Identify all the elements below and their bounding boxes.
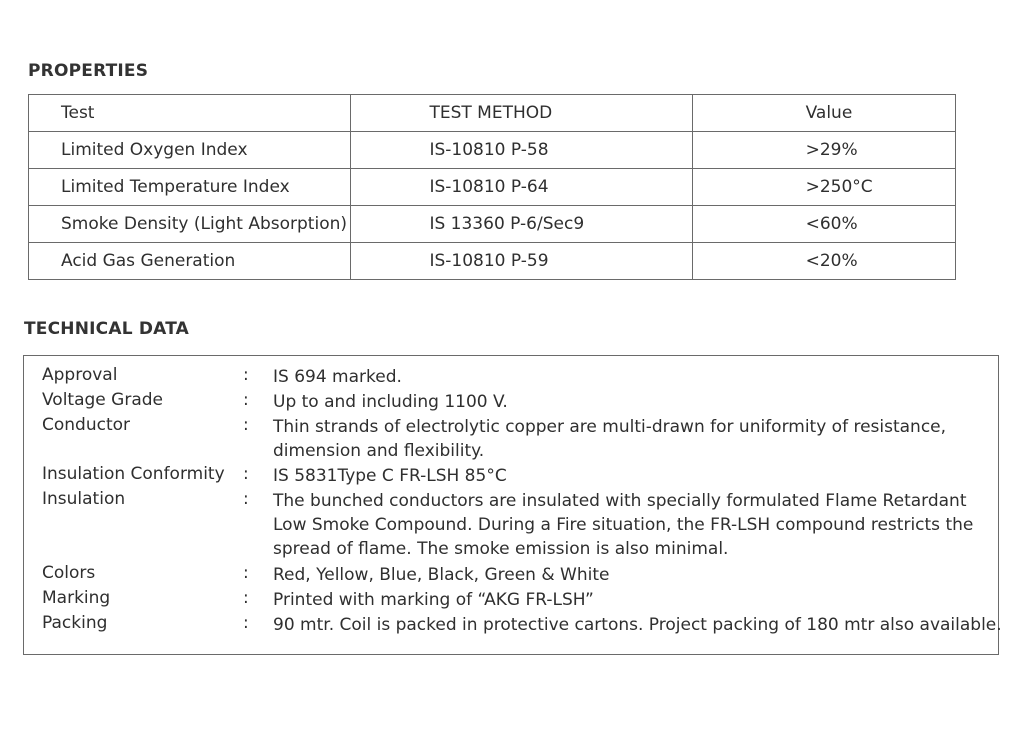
tech-value (273, 563, 609, 587)
tech-label: Colors (42, 563, 96, 583)
tech-colon: : (243, 365, 249, 385)
tech-value (273, 613, 1002, 637)
table-row (29, 243, 956, 280)
tech-label: Approval (42, 365, 118, 385)
tech-value-line: Printed with marking of “AKG FR-LSH” (273, 590, 594, 610)
row-value: <20% (692, 243, 955, 280)
tech-colon: : (243, 489, 249, 509)
table-row (29, 206, 956, 243)
table-row (29, 132, 956, 169)
tech-value-line: IS 694 marked. (273, 367, 402, 387)
tech-value (273, 390, 508, 414)
tech-value-line: Low Smoke Compound. During a Fire situation, the FR-LSH compound restricts the (273, 515, 974, 535)
row-method: IS-10810 P-59 (351, 243, 692, 280)
tech-value-line: dimension and flexibility. (273, 441, 485, 461)
row-value: >250°C (692, 169, 955, 206)
tech-colon: : (243, 563, 249, 583)
tech-value-line: The bunched conductors are insulated with specially formulated Flame Retardant (273, 491, 967, 511)
tech-value-line: Red, Yellow, Blue, Black, Green & White (273, 565, 610, 585)
table-header-row (29, 95, 956, 132)
row-test: Limited Temperature Index (29, 169, 351, 206)
tech-label: Marking (42, 588, 111, 608)
header-test: Test (29, 95, 351, 132)
properties-heading: PROPERTIES (28, 61, 149, 81)
header-test-method: TEST METHOD (351, 95, 692, 132)
properties-table (28, 94, 956, 280)
tech-colon: : (243, 588, 249, 608)
row-test: Acid Gas Generation (29, 243, 351, 280)
row-method: IS-10810 P-64 (351, 169, 692, 206)
row-method: IS-10810 P-58 (351, 132, 692, 169)
technical-data-heading: TECHNICAL DATA (24, 319, 190, 339)
tech-label: Packing (42, 613, 108, 633)
tech-value (273, 464, 507, 488)
tech-colon: : (243, 415, 249, 435)
tech-colon: : (243, 613, 249, 633)
row-test: Limited Oxygen Index (29, 132, 351, 169)
tech-value-line: spread of flame. The smoke emission is also minimal. (273, 539, 729, 559)
tech-value-line: IS 5831Type C FR-LSH 85°C (273, 466, 507, 486)
tech-label: Voltage Grade (42, 390, 164, 410)
tech-value-line: 90 mtr. Coil is packed in protective cartons. Project packing of 180 mtr also available. (273, 615, 1002, 635)
row-method: IS 13360 P-6/Sec9 (351, 206, 692, 243)
tech-label: Conductor (42, 415, 131, 435)
technical-data-box (23, 355, 1002, 655)
tech-label: Insulation Conformity (42, 464, 225, 484)
row-test: Smoke Density (Light Absorption) (29, 206, 351, 243)
tech-value (273, 415, 946, 463)
row-value: >29% (692, 132, 955, 169)
tech-colon: : (243, 464, 249, 484)
tech-value (273, 588, 594, 612)
tech-value (273, 365, 402, 389)
tech-value-line: Thin strands of electrolytic copper are multi-drawn for uniformity of resistance, (273, 417, 947, 437)
header-value: Value (692, 95, 955, 132)
tech-label: Insulation (42, 489, 126, 509)
tech-colon: : (243, 390, 249, 410)
table-row (29, 169, 956, 206)
tech-value (273, 489, 973, 561)
row-value: <60% (692, 206, 955, 243)
tech-value-line: Up to and including 1100 V. (273, 392, 508, 412)
